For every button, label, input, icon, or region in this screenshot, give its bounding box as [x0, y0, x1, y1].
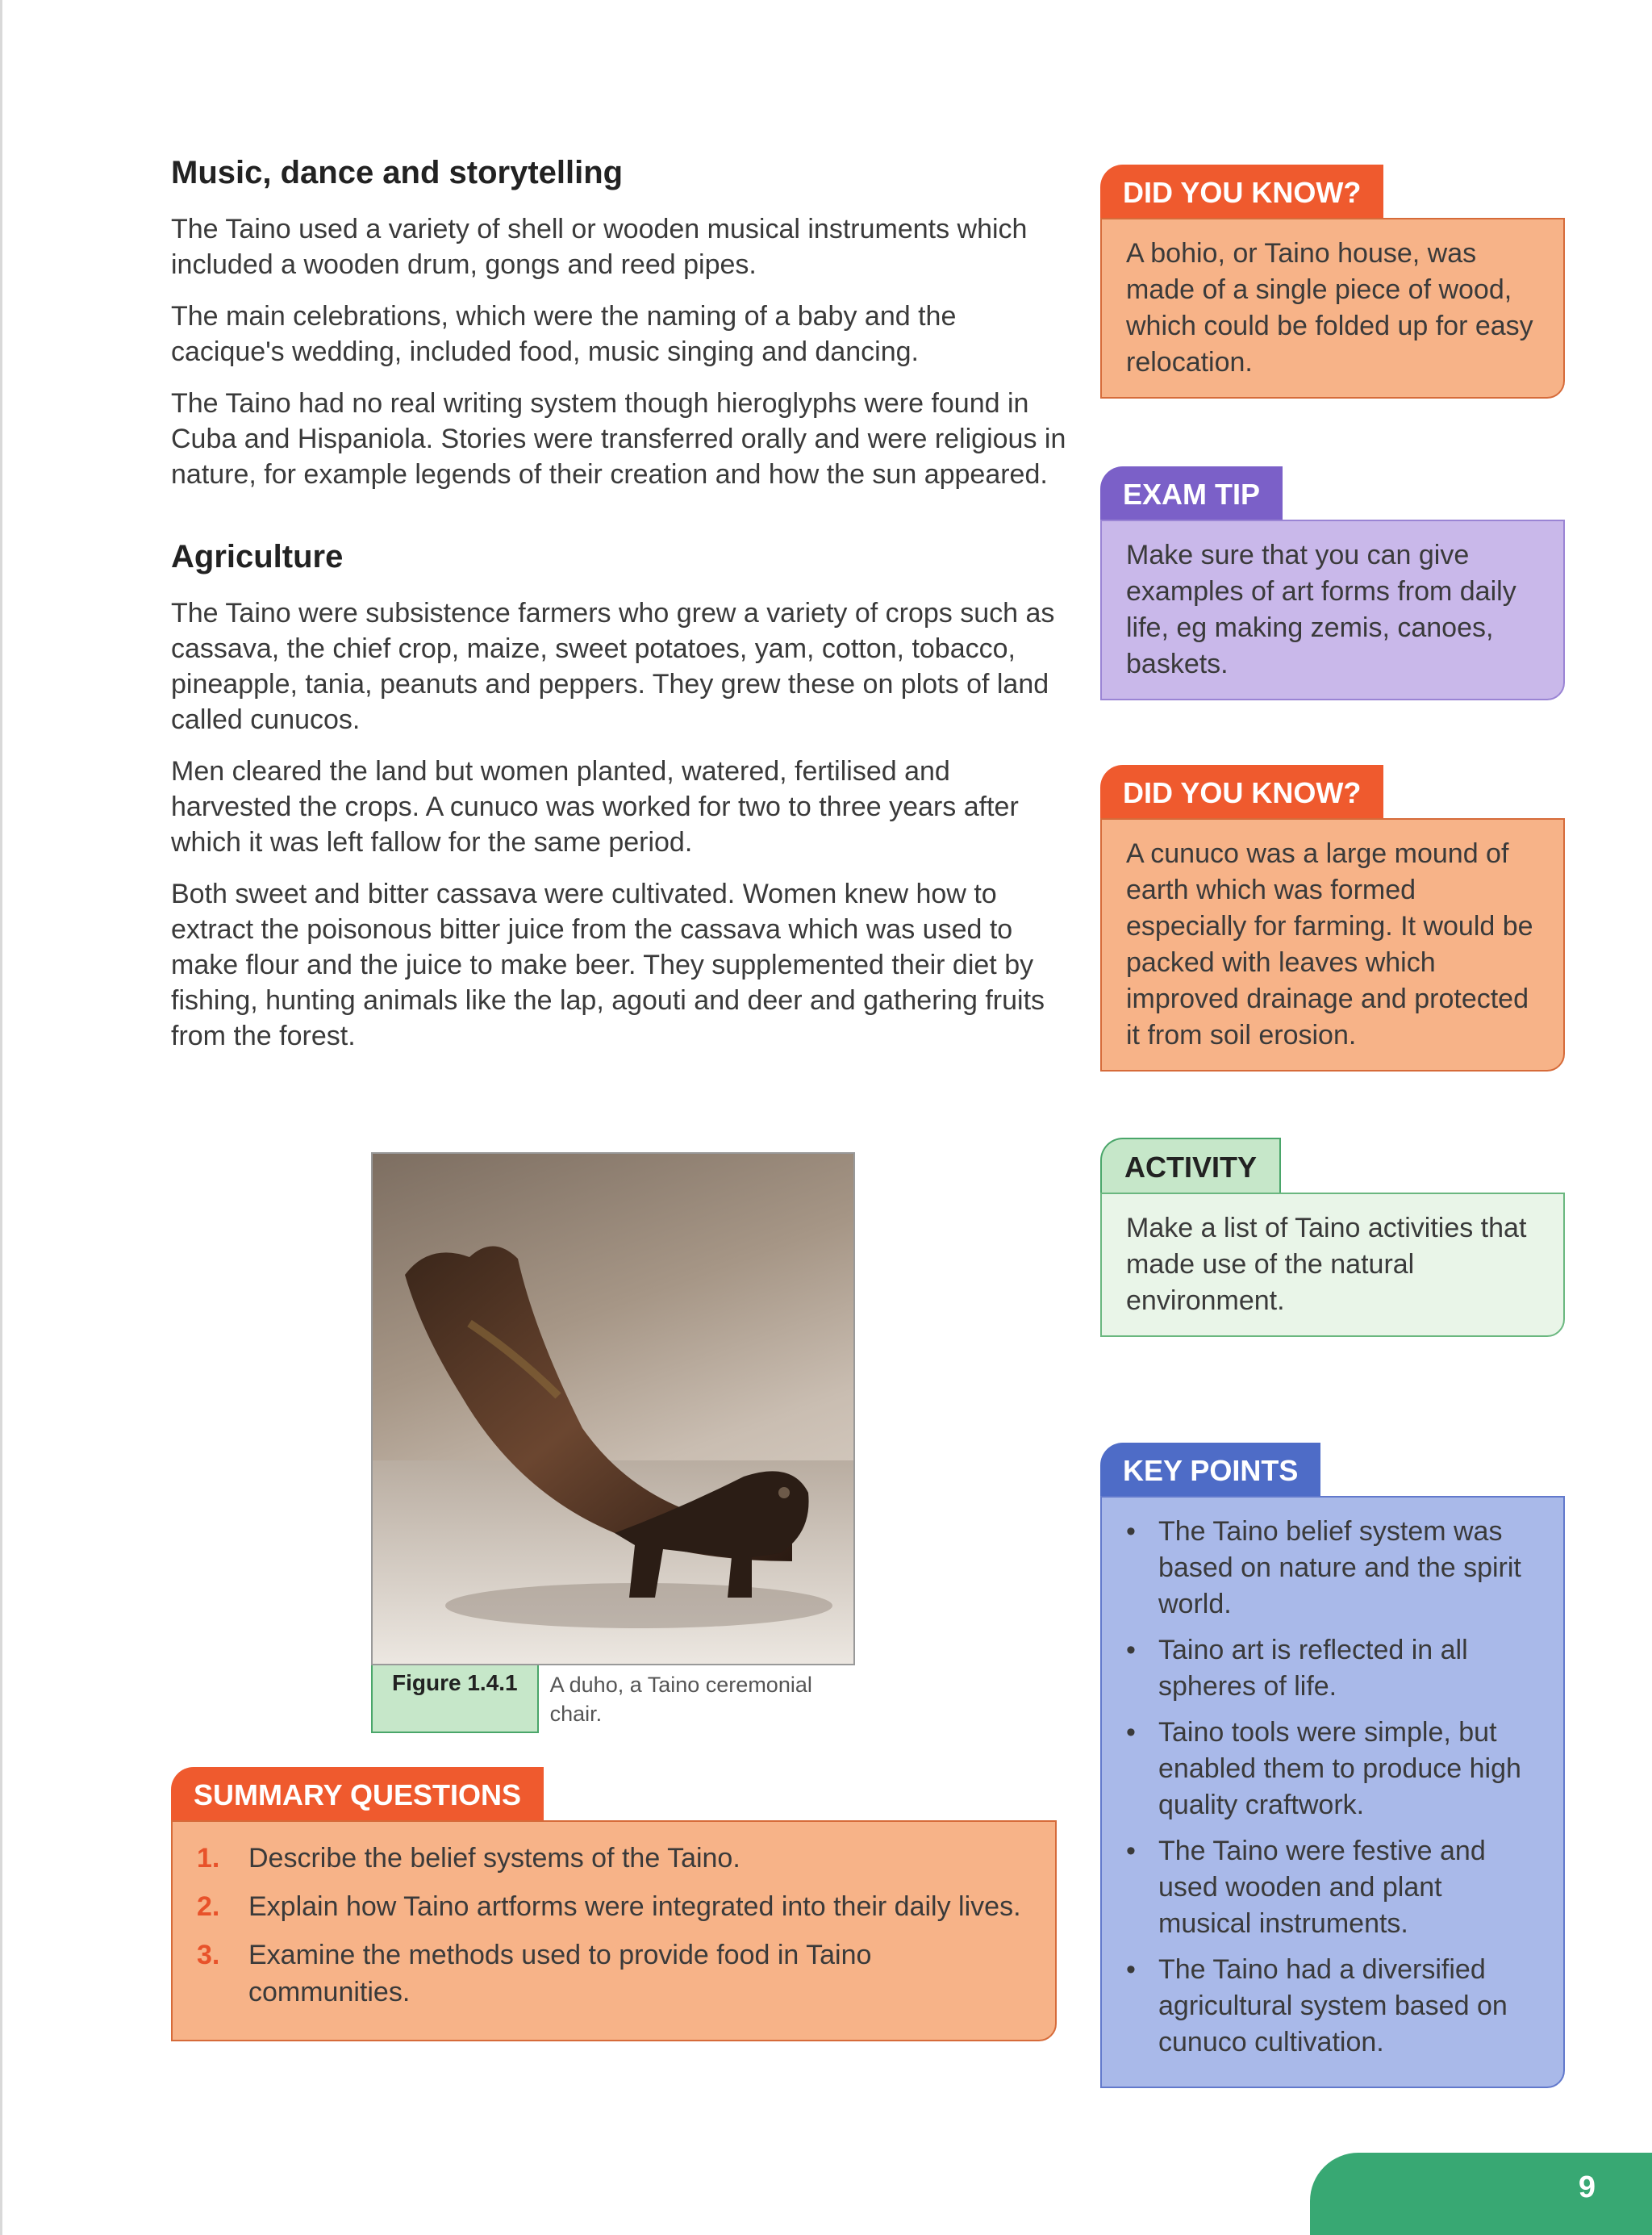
summary-questions-title: SUMMARY QUESTIONS	[171, 1767, 544, 1820]
question-number: 3.	[197, 1940, 220, 1970]
music-paragraph-3: The Taino had no real writing system though hieroglyphs were found in Cuba and Hispaniola. Stories were transferred orally and were religious in nature, for example legends of their creation and how the sun appeared.	[171, 388, 1066, 490]
summary-questions-box	[171, 1767, 1057, 2041]
did-you-know-title: DID YOU KNOW?	[1100, 765, 1383, 818]
key-points-title: KEY POINTS	[1100, 1443, 1320, 1496]
key-point-text: Taino tools were simple, but enabled them to produce high quality craftwork.	[1158, 1717, 1521, 1820]
music-paragraph-1: The Taino used a variety of shell or wooden musical instruments which included a wooden drum, gongs and reed pipes.	[171, 214, 1028, 280]
question-number: 1.	[197, 1843, 220, 1874]
bullet-icon: •	[1126, 1516, 1136, 1547]
summary-question	[197, 1840, 1031, 1877]
key-point-text: The Taino belief system was based on nature and the spirit world.	[1158, 1516, 1521, 1619]
agriculture-paragraph-2: Men cleared the land but women planted, watered, fertilised and harvested the crops. A cunuco was worked for two to three years after which it was left fallow for the same period.	[171, 756, 1019, 858]
question-number: 2.	[197, 1891, 220, 1922]
exam-tip-text: Make sure that you can give examples of art forms from daily life, eg making zemis, canoes, baskets.	[1100, 520, 1565, 700]
question-text: Explain how Taino artforms were integrated into their daily lives.	[248, 1891, 1021, 1922]
question-text: Describe the belief systems of the Taino.	[248, 1843, 740, 1874]
key-point-text: The Taino were festive and used wooden and plant musical instruments.	[1158, 1836, 1486, 1939]
main-column	[171, 153, 1066, 1070]
activity-title: ACTIVITY	[1100, 1138, 1281, 1193]
exam-tip-box	[1100, 466, 1565, 700]
section-heading-music: Music, dance and storytelling	[171, 155, 624, 190]
page-edge-line	[0, 0, 2, 2235]
page-number: 9	[1578, 2170, 1596, 2204]
key-point-text: The Taino had a diversified agricultural system based on cunuco cultivation.	[1158, 1954, 1508, 2057]
question-text: Examine the methods used to provide food in Taino communities.	[248, 1940, 872, 2007]
section-heading-agriculture: Agriculture	[171, 539, 344, 574]
did-you-know-box-1	[1100, 165, 1565, 399]
bullet-icon: •	[1126, 1635, 1136, 1665]
did-you-know-text: A bohio, or Taino house, was made of a single piece of wood, which could be folded up for easy relocation.	[1100, 218, 1565, 399]
activity-box	[1100, 1138, 1565, 1337]
key-point-item	[1126, 1632, 1539, 1705]
activity-text: Make a list of Taino activities that made use of the natural environment.	[1100, 1193, 1565, 1337]
did-you-know-text: A cunuco was a large mound of earth which was formed especially for farming. It would be packed with leaves which improved drainage and protected it from soil erosion.	[1100, 818, 1565, 1072]
key-points-box	[1100, 1443, 1565, 2088]
figure-caption: A duho, a Taino ceremonial chair.	[549, 1673, 812, 1726]
summary-question	[197, 1936, 1031, 2011]
key-point-item	[1126, 1833, 1539, 1942]
exam-tip-title: EXAM TIP	[1100, 466, 1283, 520]
bullet-icon: •	[1126, 1717, 1136, 1748]
music-paragraph-2: The main celebrations, which were the naming of a baby and the cacique's wedding, included food, music singing and dancing.	[171, 301, 957, 367]
figure-duho	[371, 1152, 853, 1733]
key-point-item	[1126, 1514, 1539, 1623]
did-you-know-box-2	[1100, 765, 1565, 1072]
agriculture-paragraph-3: Both sweet and bitter cassava were cultivated. Women knew how to extract the poisonous bitter juice from the cassava which was used to make flour and the juice to make beer. They supplemented their diet by fishing, hunting animals like the lap, agouti and deer and gathering fruits from the forest.	[171, 879, 1045, 1051]
key-point-item	[1126, 1715, 1539, 1824]
key-point-text: Taino art is reflected in all spheres of life.	[1158, 1635, 1468, 1702]
duho-photo	[371, 1152, 855, 1665]
bullet-icon: •	[1126, 1954, 1136, 1985]
page-number-tab	[1310, 2153, 1652, 2235]
key-point-item	[1126, 1952, 1539, 2061]
summary-question	[197, 1888, 1031, 1925]
figure-label: Figure 1.4.1	[371, 1665, 539, 1733]
duho-chair-illustration	[373, 1154, 853, 1664]
agriculture-paragraph-1: The Taino were subsistence farmers who grew a variety of crops such as cassava, the chief crop, maize, sweet potatoes, yam, cotton, tobacco, pineapple, tania, peanuts and peppers. They grew these on plots of land called cunucos.	[171, 598, 1055, 735]
bullet-icon: •	[1126, 1836, 1136, 1866]
did-you-know-title: DID YOU KNOW?	[1100, 165, 1383, 218]
